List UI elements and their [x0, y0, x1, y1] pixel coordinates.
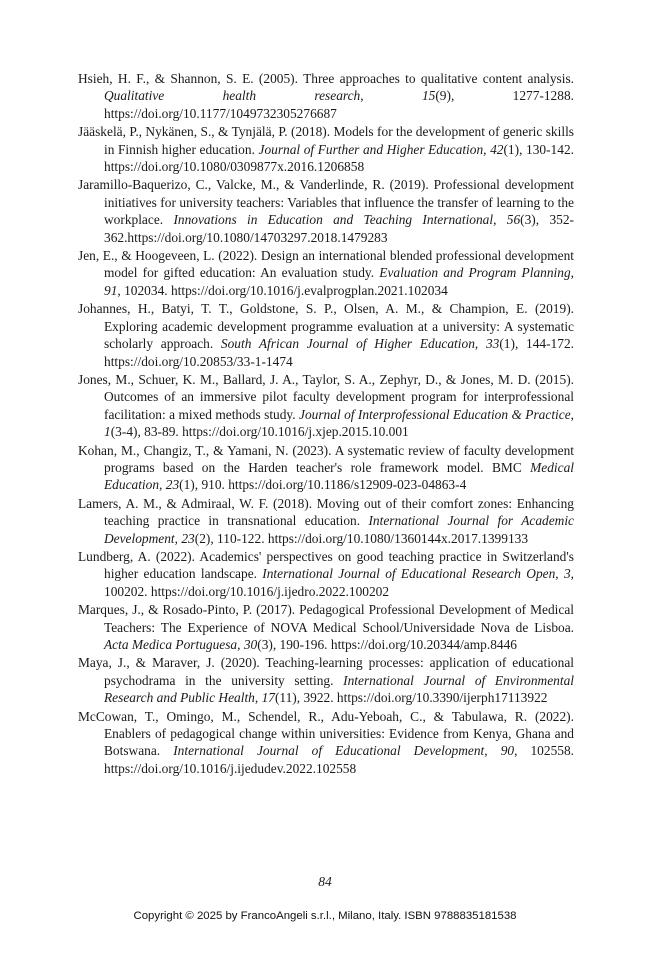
reference-italic-text: International Journal of Environmental Research and Public Health [104, 672, 575, 706]
reference-text: , 100202. https://doi.org/10.1016/j.ijedro.2022.100202 [104, 566, 574, 599]
page-number: 84 [318, 874, 332, 889]
reference-italic-text: International Journal for Academic Development [104, 513, 574, 546]
reference-text: Hsieh, H. F., & Shannon, S. E. (2005). Three approaches to qualitative content analysis. [78, 71, 574, 86]
reference-text: (1), 910. https://doi.org/10.1186/s12909-023-04863-4 [179, 477, 467, 493]
reference-italic-text: Acta Medica Portuguesa [104, 637, 238, 652]
copyright-footer: Copyright © 2025 by FrancoAngeli s.r.l., Milano, Italy. ISBN 9788835181538 [133, 910, 517, 922]
reference-text: , [493, 212, 507, 228]
reference-text: (3-4), 83-89. https://doi.org/10.1016/j.xjep.2015.10.001 [110, 424, 409, 440]
reference-text: (9), 1277-1288. https://doi.org/10.1177/1049732305276687 [104, 88, 574, 121]
reference-italic-text: 42 [490, 141, 504, 157]
reference-text: Jaramillo-Baquerizo, C., Valcke, M., & Vanderlinde, R. (2019). Professional development initiatives for university teachers: Variables that influence the transfer of learning to the workplace. [78, 177, 574, 228]
reference-entry [78, 601, 574, 653]
reference-italic-text: 90 [500, 743, 515, 759]
reference-entry [78, 70, 574, 122]
reference-italic-text: 1 [104, 424, 111, 440]
reference-text: , [174, 530, 182, 546]
reference-italic-text: Innovations in Education and Teaching International [173, 212, 494, 228]
reference-italic-text: International Journal of Educational Development [173, 743, 485, 759]
reference-text: , [474, 336, 486, 352]
reference-entry [78, 654, 574, 706]
reference-entry [78, 247, 574, 299]
reference-italic-text: Evaluation and Program Planning [379, 265, 571, 281]
reference-italic-text: 56 [506, 212, 521, 228]
reference-text: (11), 3922. https://doi.org/10.3390/ijerph17113922 [274, 690, 548, 706]
reference-entry [78, 708, 574, 778]
reference-italic-text: 33 [485, 336, 500, 352]
reference-italic-text: Qualitative health research [104, 88, 361, 104]
reference-text: , [483, 141, 491, 157]
reference-text: (2), 110-122. https://doi.org/10.1080/1360144x.2017.1399133 [194, 530, 529, 546]
reference-entry [78, 300, 574, 370]
reference-text: Maya, J., & Maraver, J. (2020). Teaching-learning processes: application of educational psychodrama in the university setting. [78, 655, 574, 688]
reference-text: Johannes, H., Batyi, T. T., Goldstone, S. P., Olsen, A. M., & Champion, E. (2019). Exploring academic development programme evaluation at a university: A systematic scholarly approach. [78, 301, 574, 352]
reference-entry [78, 371, 574, 441]
reference-italic-text: 91 [104, 282, 118, 298]
reference-italic-text: 23 [165, 477, 180, 493]
reference-text: (3), 190-196. https://doi.org/10.20344/amp.8446 [257, 637, 517, 652]
reference-text: Jones, M., Schuer, K. M., Ballard, J. A., Taylor, S. A., Zephyr, D., & Jones, M. D. (2015). Outcomes of an immersive pilot faculty development program for interprofessional facilitation: a mixed methods study. [78, 371, 574, 422]
reference-text: Kohan, M., Changiz, T., & Yamani, N. (2023). A systematic review of faculty development programs based on the Harden teacher's role framework model. BMC [78, 442, 574, 475]
reference-italic-text: Journal of Interprofessional Education & Practice [299, 406, 571, 422]
reference-text: , 102558. https://doi.org/10.1016/j.ijedudev.2022.102558 [104, 743, 574, 776]
reference-text: , 102034. https://doi.org/10.1016/j.evalprogplan.2021.102034 [117, 282, 448, 298]
reference-entry [78, 442, 574, 494]
reference-italic-text: 3 [563, 566, 571, 582]
reference-italic-text: Medical Education [104, 459, 574, 493]
reference-list [78, 70, 574, 778]
reference-text: , [484, 743, 501, 759]
reference-entry [78, 548, 574, 600]
reference-text: Jääskelä, P., Nykänen, S., & Tynjälä, P. (2018). Models for the development of generic skills in Finnish higher education. [78, 124, 574, 157]
reference-italic-text: Journal of Further and Higher Education [258, 141, 484, 157]
reference-italic-text: International Journal of Educational Research Open [262, 566, 556, 582]
reference-text: Lundberg, A. (2022). Academics' perspectives on good teaching practice in Switzerland's higher education landscape. [78, 548, 574, 582]
reference-text: Marques, J., & Rosado-Pinto, P. (2017). Pedagogical Professional Development of Medical Teachers: The Experience of NOVA Medical School/Universidade Nova de Lisboa. [78, 602, 574, 635]
reference-italic-text: South African Journal of Higher Education [220, 336, 475, 352]
reference-text: (1), 130-142. https://doi.org/10.1080/0309877x.2016.1206858 [104, 141, 574, 175]
reference-italic-text: 23 [181, 530, 195, 546]
reference-text: , [570, 265, 574, 281]
reference-text: McCowan, T., Omingo, M., Schendel, R., Adu-Yeboah, C., & Tabulawa, R. (2022). Enablers of pedagogical change within universities: Evidence from Kenya, Ghana and Botswana. [78, 708, 574, 759]
reference-text: , [360, 88, 422, 104]
reference-text: , [254, 690, 262, 706]
reference-entry [78, 123, 574, 175]
reference-italic-text: 15 [421, 88, 436, 104]
reference-text: , [237, 637, 244, 652]
reference-text: Lamers, A. M., & Admiraal, W. F. (2018). Moving out of their comfort zones: Enhancing teaching practice in transnational education. [78, 495, 574, 529]
reference-entry [78, 176, 574, 246]
reference-text: Jen, E., & Hoogeveen, L. (2022). Design an international blended professional development model for gifted education: An evaluation study. [78, 248, 574, 281]
reference-text: (1), 144-172. https://doi.org/10.20853/33-1-1474 [104, 336, 574, 369]
reference-italic-text: 30 [243, 637, 258, 652]
reference-text: (3), 352-362.https://doi.org/10.1080/14703297.2018.1479283 [104, 212, 574, 245]
reference-text: , [570, 406, 575, 422]
reference-text: , [159, 477, 166, 493]
reference-entry [78, 495, 574, 547]
reference-italic-text: 17 [261, 690, 275, 706]
reference-text: , [555, 566, 564, 582]
